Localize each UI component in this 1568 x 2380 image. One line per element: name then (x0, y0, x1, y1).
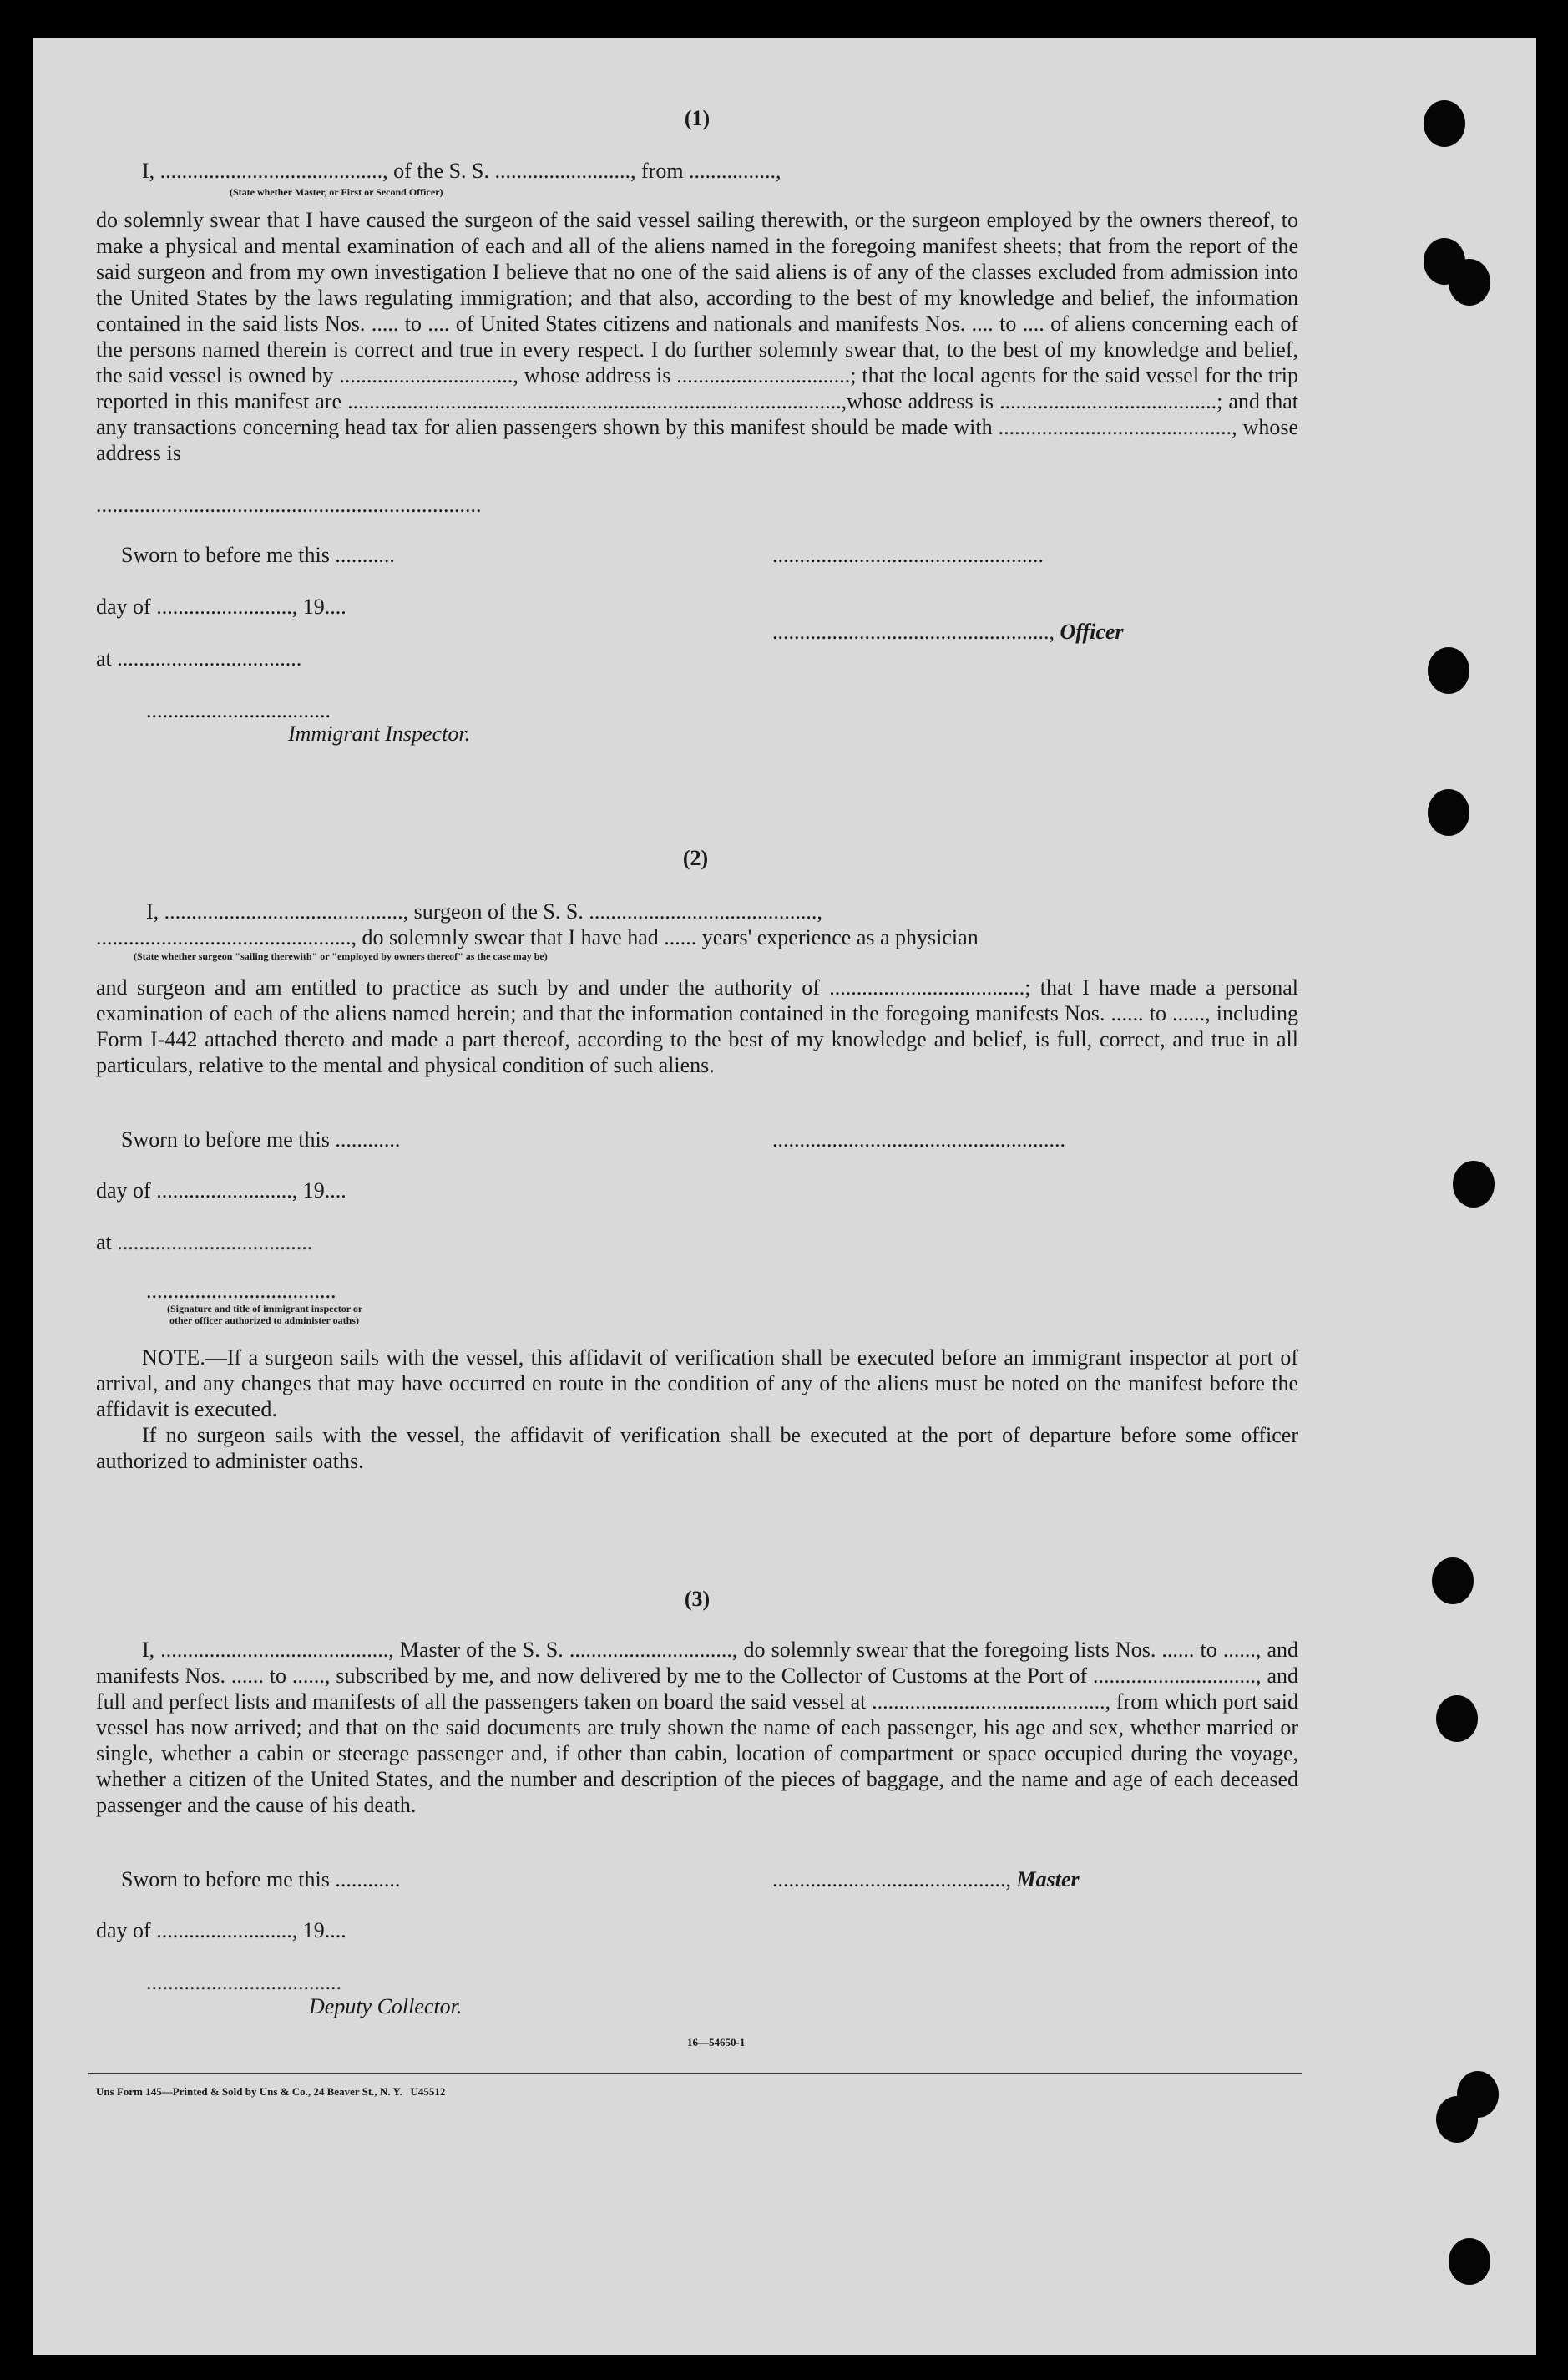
punch-hole (1432, 1557, 1474, 1604)
punch-hole (1449, 2238, 1490, 2285)
section-2-line-1: I, ............................................, surgeon of the S. S. .........................................., (146, 899, 822, 924)
section-2-note-2: If no surgeon sails with the vessel, the affidavit of verification shall be executed at the port of departure before some officer authorized to administer oaths. (96, 1423, 1298, 1473)
section-2-line-2-note: (State whether surgeon "sailing therewith" or "employed by owners thereof" as the case may be) (134, 950, 548, 962)
section-1-opening-note: (State whether Master, or First or Second Officer) (230, 186, 443, 198)
section-3-sworn: Sworn to before me this ............ (121, 1867, 401, 1891)
section-2-line-2: ..............................................., do solemnly swear that I have had ...... years' experience as a physician (96, 925, 979, 949)
punch-hole (1428, 647, 1469, 694)
section-2-sworn: Sworn to before me this ............ (121, 1127, 401, 1152)
section-1-body-tail: ....................................................................... (96, 493, 482, 517)
section-2-at: at .................................... (96, 1230, 313, 1254)
section-3-number: (3) (684, 1587, 711, 1611)
section-1-number: (1) (684, 106, 711, 130)
section-2-sworn-signature: ...................................................... (772, 1127, 1065, 1152)
master-signature-line: ..........................................., (772, 1867, 1017, 1891)
section-3-day-of: day of ........................., 19.... (96, 1918, 346, 1942)
officer-label: Officer (1060, 620, 1124, 644)
form-code: 16—54650-1 (687, 2036, 746, 2048)
section-1-inspector-label: Immigrant Inspector. (288, 722, 471, 746)
punch-hole (1428, 789, 1469, 836)
section-2-number: (2) (682, 846, 709, 870)
section-3-collector-line: .................................... (146, 1970, 341, 1994)
section-2-signature-line: ................................... (146, 1279, 336, 1303)
section-2-body: and surgeon and am entitled to practice as such by and under the authority of ....................................; that I have made a personal examination of each of the aliens named herein; and that the information contained in the foregoing manifests Nos. ...... to ......, including Form I-442 attached thereto and made a part thereof, according to the best of my knowledge and belief, is full, correct, and true in all particulars, relative to the mental and physical condition of such aliens. (96, 975, 1298, 1077)
section-1-body: do solemnly swear that I have caused the surgeon of the said vessel sailing therewith, or the surgeon employed by the owners thereof, to make a physical and mental examination of each and all of the aliens named in the foregoing manifest sheets; that from the report of the said surgeon and from my own investigation I believe that no one of the said aliens is of any of the classes excluded from admission into the United States by the laws regulating immigration; and that also, according to the best of my knowledge and belief, the information contained in the said lists Nos. ..... to .... of United States citizens and nationals and manifests Nos. .... to .... of aliens concerning each of the persons named therein is correct and true in every respect. I do further solemnly swear that, to the best of my knowledge and belief, the said vessel is owned by ................................, whose address is ................................; that the local agents for the said vessel for the trip reported in this manifest are ...........................................................................................,whose address is ........................................; and that any transactions concerning head tax for alien passengers shown by this manifest should be made with ..........................................., whose address is (96, 208, 1298, 465)
section-1-sworn-signature: .................................................. (772, 543, 1044, 567)
section-3-collector-label: Deputy Collector. (309, 1994, 463, 2018)
footer-imprint: Uns Form 145—Printed & Sold by Uns & Co., 24 Beaver St., N. Y. U45512 (96, 2085, 446, 2098)
punch-hole (1436, 1695, 1478, 1742)
section-2-signature-note: (Signature and title of immigrant inspector or other officer authorized to administer oaths) (167, 1303, 363, 1326)
section-1-sworn: Sworn to before me this ........... (121, 543, 395, 567)
section-3-body: I, .........................................., Master of the S. S. .............................., do solemnly swear that the foregoing lists Nos. ...... to ......, and manifests Nos. ...... to ......, subscribed by me, and now delivered by me to the Collector of Customs at the Port of .............................., and full and perfect lists and manifests of all the passengers taken on board the said vessel at ..........................................., from which port said vessel has now arrived; and that on the said documents are truly shown the name of each passenger, his age and sex, whether married or single, whether a cabin or steerage passenger and, if other than cabin, location of compartment or space occupied during the voyage, whether a citizen of the United States, and the number and description of the pieces of baggage, and the name and age of each deceased passenger and the cause of his death. (96, 1638, 1298, 1817)
section-2-day-of: day of ........................., 19.... (96, 1178, 346, 1203)
section-1-inspector-line: .................................. (146, 698, 331, 722)
punch-hole (1424, 100, 1465, 147)
section-1-day-of: day of ........................., 19.... (96, 595, 346, 619)
master-label: Master (1016, 1867, 1080, 1891)
punch-hole (1453, 1161, 1495, 1208)
section-3-master (772, 1867, 1080, 1892)
section-2-note-1: NOTE.—If a surgeon sails with the vessel, this affidavit of verification shall be executed before an immigrant inspector at port of arrival, and any changes that may have occurred en route in the condition of any of the aliens must be noted on the manifest before the affidavit is executed. (96, 1345, 1298, 1421)
section-1-at: at .................................. (96, 646, 302, 671)
punch-hole (1436, 2096, 1478, 2143)
punch-hole (1449, 259, 1490, 306)
footer-rule (88, 2073, 1302, 2074)
section-1-opening: I, ........................................., of the S. S. ........................., from ................, (142, 159, 781, 183)
section-1-officer (772, 620, 1124, 645)
officer-signature-line: ..................................................., (772, 620, 1060, 644)
